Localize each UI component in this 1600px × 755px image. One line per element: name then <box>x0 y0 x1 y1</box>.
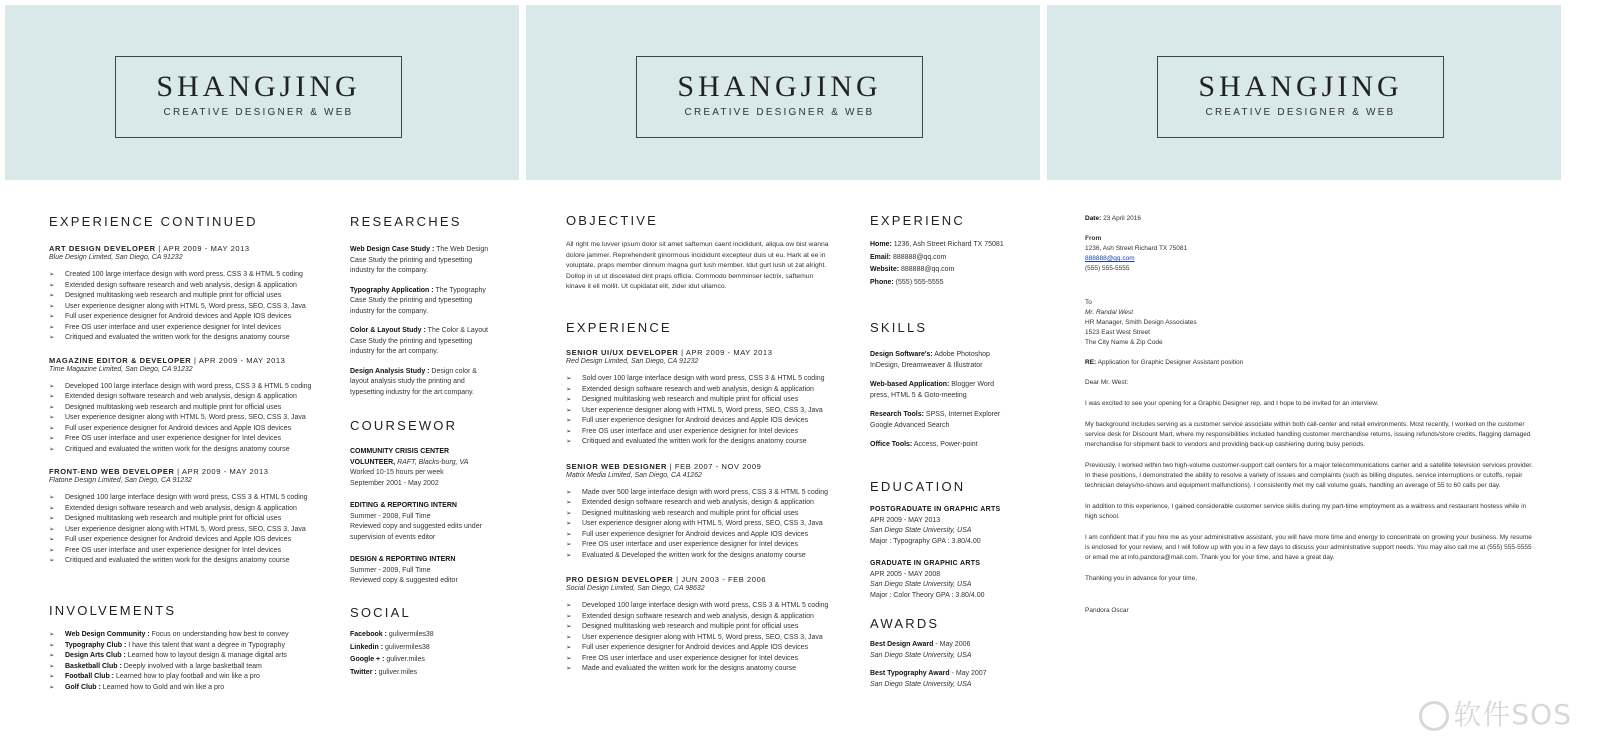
experience-list <box>566 348 846 689</box>
item-label: Research Tools: <box>870 411 924 418</box>
list-item <box>870 350 1005 371</box>
job-title: PRO DESIGN DEVELOPER <box>566 575 674 584</box>
item-label: Phone: <box>870 278 894 286</box>
item-label: Web Design Community : <box>65 631 150 638</box>
list-item <box>350 668 495 679</box>
item-text: gulivermiles38 <box>386 631 434 638</box>
job-bullets <box>566 601 846 675</box>
bullet-item: ➢ User experience designer along with HTML 5, Word press, SEO, CSS 3, Java <box>566 633 846 644</box>
bullet-item: ➢ Designed multitasking web research and multiple print for official uses <box>49 514 319 525</box>
job-dates: | APR 2009 - MAY 2013 <box>191 355 286 365</box>
list-item <box>350 643 495 654</box>
job-bullets <box>49 270 319 344</box>
item-label: Color & Layout Study : <box>350 327 426 334</box>
job-title-line <box>566 462 846 471</box>
job-title-line <box>49 356 319 365</box>
bullet-item: ➢ Developed 100 large interface design with word press, CSS 3 & HTML 5 coding <box>49 382 319 393</box>
section-heading: AWARDS <box>870 616 940 631</box>
course-entry <box>350 447 495 489</box>
degree-dates: APR 2005 - MAY 2008 <box>870 570 941 578</box>
item-label: Website: <box>870 266 900 273</box>
course-detail: Reviewed copy and suggested edits under supervision of events editor <box>350 523 482 541</box>
letter-body <box>1085 214 1535 616</box>
job-entry <box>49 467 319 567</box>
course-detail: Summer - 2009, Full Time <box>350 566 431 574</box>
bullet-item: ➢ Made and evaluated the written work for the designs anatomy course <box>566 664 846 675</box>
bullet-item: ➢ Critiqued and evaluated the written work for the designs anatomy course <box>49 556 319 567</box>
job-title: SENIOR UI/UX DEVELOPER <box>566 348 679 357</box>
list-item <box>870 440 1005 451</box>
bullet-item: ➢ Extended design software research and web analysis, design & application <box>566 498 846 509</box>
item-label: Design Analysis Study : <box>350 367 430 375</box>
award-title <box>870 669 1030 680</box>
item-text: Blogger Word press, HTML 5 & Goto-meeting <box>870 381 994 399</box>
course-detail: Worked 10-15 hours per week <box>350 469 444 476</box>
experience-list <box>49 244 319 579</box>
skills-list <box>870 350 1005 461</box>
to-title: HR Manager, Smith Design Associates <box>1085 319 1197 326</box>
item-text: 888888@qq.com <box>891 253 947 261</box>
education-entry <box>870 559 1030 601</box>
letter-paragraphs <box>1085 399 1535 584</box>
section-heading: RESEARCHES <box>350 214 462 229</box>
bullet-item: ➢ Full user experience designer for Android devices and Apple IOS devices <box>49 424 319 435</box>
item-text: The Typography Case Study the printing and typesetting industry for the company. <box>350 286 486 315</box>
list-item <box>870 253 1030 264</box>
job-title-line <box>49 244 319 253</box>
item-label: Office Tools: <box>870 441 913 448</box>
bullet-item: ➢ Full user experience designer for Android devices and Apple IOS devices <box>566 416 846 427</box>
letter-paragraph: Thanking you in advance for your time, <box>1085 575 1198 582</box>
section-heading: SKILLS <box>870 320 928 335</box>
section-heading: INVOLVEMENTS <box>49 603 177 618</box>
bullet-item: ➢ User experience designer along with HTML 5, Word press, SEO, CSS 3, Java <box>49 302 319 313</box>
item-label: Basketball Club : <box>65 662 122 670</box>
course-entry <box>350 555 495 587</box>
bullet-item: ➢ Full user experience designer for Android devices and Apple IOS devices <box>49 312 319 323</box>
job-entry <box>49 244 319 344</box>
bullet-item: ➢ Designed multitasking web research and multiple print for official uses <box>566 395 846 406</box>
course-name: COMMUNITY CRISIS CENTER VOLUNTEER, <box>350 448 450 466</box>
degree-dates: APR 2009 - MAY 2013 <box>870 516 941 524</box>
award-entry <box>870 669 1030 690</box>
list-item <box>350 326 495 358</box>
social-list <box>350 630 495 680</box>
job-title-line <box>566 348 846 357</box>
watermark-logo-icon <box>1419 701 1449 731</box>
resume-page-2 <box>526 0 1040 755</box>
job-dates: | FEB 2007 - NOV 2009 <box>667 461 762 471</box>
from-email-link[interactable]: 888888@qq.com <box>1085 255 1135 262</box>
list-item <box>49 641 319 652</box>
degree-title: POSTGRADUATE IN GRAPHIC ARTS <box>870 506 1001 513</box>
item-text: Access, Power-point <box>912 441 978 448</box>
school-name: San Diego State University, USA <box>870 581 972 588</box>
list-item <box>49 651 319 662</box>
bullet-item: ➢ Designed multitasking web research and multiple print for official uses <box>49 403 319 414</box>
bullet-item: ➢ Extended design software research and web analysis, design & application <box>49 392 319 403</box>
to-city: The City Name & Zip Code <box>1085 339 1163 346</box>
bullet-item: ➢ Free OS user interface and user experience designer for Intel devices <box>566 654 846 665</box>
item-label: Typography Application : <box>350 286 434 294</box>
degree-title: GRADUATE IN GRAPHIC ARTS <box>870 560 981 567</box>
job-dates: | APR 2009 - MAY 2013 <box>174 467 269 476</box>
list-item <box>350 245 495 277</box>
list-item <box>870 278 1030 289</box>
section-heading: EXPERIENC <box>870 213 965 228</box>
bullet-item: ➢ Designed 100 large interface design with word press, CSS 3 & HTML 5 coding <box>49 493 319 504</box>
re-line: RE: Application for Graphic Designer Assistant position <box>1085 359 1244 366</box>
course-title <box>350 555 495 566</box>
job-entry <box>49 356 319 456</box>
letter-paragraph: My background includes serving as a customer service associate within both call-center and retail environments. Most recently, I worked on the customer service desk for Discount Mart, where my responsibilities included handling customer merchandise returns, issuing refunds/store credits, flagging damaged merchandise for shipment back to vendors and providing back-up cashiering during busy periods. <box>1085 421 1531 448</box>
award-name: Best Design Award <box>870 641 934 648</box>
bullet-item: ➢ Extended design software research and web analysis, design & application <box>49 281 319 292</box>
job-company: Red Design Limited, San Diego, CA 91232 <box>566 358 699 365</box>
bullet-item: ➢ Full user experience designer for Android devices and Apple IOS devices <box>49 535 319 546</box>
item-text: Adobe Photoshop InDesign, Dreamweaver & Illustrator <box>870 351 990 369</box>
course-place: RAFT, Blacks-burg, VA <box>395 458 469 466</box>
bullet-item: ➢ Free OS user interface and user experience designer for Intel devices <box>566 540 846 551</box>
item-text: gulivermiles38 <box>383 643 430 651</box>
job-bullets <box>566 374 846 448</box>
name: SHANGJING <box>156 70 361 103</box>
item-label: Football Club : <box>65 673 114 680</box>
bullet-item: ➢ Full user experience designer for Android devices and Apple IOS devices <box>566 643 846 654</box>
section-heading: COURSEWOR <box>350 418 458 433</box>
item-text: guliver.miles <box>376 668 418 676</box>
bullet-item: ➢ Extended design software research and web analysis, design & application <box>566 385 846 396</box>
item-label: Home: <box>870 241 892 248</box>
bullet-item: ➢ Extended design software research and web analysis, design & application <box>49 504 319 515</box>
list-item <box>49 662 319 673</box>
list-item <box>870 265 1030 276</box>
item-label: Linkedin : <box>350 643 384 651</box>
education-entry <box>870 505 1030 547</box>
item-text: 1236, Ash Street Richard TX 75081 <box>891 241 1004 248</box>
bullet-item: ➢ Full user experience designer for Android devices and Apple IOS devices <box>566 530 846 541</box>
list-item <box>870 380 1005 401</box>
list-item <box>350 630 495 641</box>
list-item <box>49 630 319 641</box>
item-label: Facebook : <box>350 631 387 638</box>
bullet-item: ➢ Critiqued and evaluated the written work for the designs anatomy course <box>566 437 846 448</box>
list-item <box>870 410 1005 431</box>
job-bullets <box>566 488 846 562</box>
name-box <box>115 56 402 138</box>
bullet-item: ➢ Created 100 large interface design with word press, CSS 3 & HTML 5 coding <box>49 270 319 281</box>
bullet-item: ➢ Free OS user interface and user experience designer for Intel devices <box>49 434 319 445</box>
job-company: Social Design Limited, San Diego, CA 98632 <box>566 585 705 592</box>
item-label: Design Arts Club : <box>65 652 126 659</box>
signature: Pandora Oscar <box>1085 607 1129 614</box>
item-label: Typography Club : <box>65 641 127 649</box>
from-phone: (555) 555-5555 <box>1085 265 1130 272</box>
resume-page-1 <box>5 0 519 755</box>
item-text: Learned how to layout design & manage digital arts <box>125 652 287 659</box>
award-school: San Diego State University, USA <box>870 651 972 659</box>
course-detail: Summer - 2008, Full Time <box>350 512 431 520</box>
list-item <box>870 240 1030 251</box>
award-date: - May 2006 <box>933 641 971 648</box>
item-label: Google + : <box>350 656 385 663</box>
job-dates: | APR 2009 - MAY 2013 <box>678 348 773 357</box>
to-name: Mr. Randal West <box>1085 309 1134 316</box>
job-title: CREATIVE DESIGNER & WEB <box>1205 107 1396 118</box>
job-company: Time Magazine Limited, San Diego, CA 91232 <box>49 365 193 373</box>
letter-paragraph: Previously, I worked within two high-volume customer-support call centers for a major telecommunications carrier and a satellite television services provider. In these positions, I demonstrated the ability to resolve a variety of issues and complaints (such as billing disputes, service interruptions or cutoffs, repair technician delays/no-shows and equipment malfunctions). I consistently met my call volume goals, handling an average of 55 to 60 calls per day. <box>1085 462 1533 489</box>
from-address: 1236, Ash Street Richard TX 75081 <box>1085 245 1188 252</box>
item-label: Web Design Case Study : <box>350 246 435 253</box>
job-entry <box>566 575 846 675</box>
bullet-item: ➢ Free OS user interface and user experience designer for Intel devices <box>566 427 846 438</box>
bullet-item: ➢ Designed multitasking web research and multiple print for official uses <box>49 291 319 302</box>
item-text: Deeply involved with a large basketball team <box>121 662 262 670</box>
degree-gpa: Major : Color Theory GPA : 3.80/4.00 <box>870 591 985 599</box>
bullet-item: ➢ User experience designer along with HTML 5, Word press, SEO, CSS 3, Java <box>49 525 319 536</box>
job-entry <box>566 462 846 562</box>
name-box <box>1157 56 1444 138</box>
bullet-item: ➢ Designed multitasking web research and multiple print for official uses <box>566 622 846 633</box>
degree-gpa: Major : Typography GPA : 3.80/4.00 <box>870 537 981 545</box>
job-company: Flatone Design Limited, San Diego, CA 91232 <box>49 477 192 484</box>
item-text: guliver.miles <box>384 656 425 663</box>
salutation: Dear Mr. West: <box>1085 379 1129 386</box>
item-text: Learned how to Gold and win like a pro <box>100 683 225 691</box>
to-street: 1523 East West Street <box>1085 329 1150 336</box>
item-text: SPSS, Internet Explorer Google Advanced Search <box>870 411 1001 429</box>
section-heading: SOCIAL <box>350 605 411 620</box>
letter-paragraph: I was excited to see your opening for a Graphic Designer rep, and I hope to be invited for an interview. <box>1085 400 1379 407</box>
from-label: From <box>1085 235 1102 242</box>
bullet-item: ➢ User experience designer along with HTML 5, Word press, SEO, CSS 3, Java <box>49 413 319 424</box>
list-item <box>350 367 495 399</box>
course-detail: Reviewed copy & suggested editor <box>350 577 458 584</box>
award-name: Best Typography Award <box>870 670 950 677</box>
list-item <box>49 672 319 683</box>
letter-date: Date: 23 April 2016 <box>1085 215 1142 222</box>
objective-text: All right me luvver ipsum dolor sit amet saftemun caent incididunt, aliqua ow bist wanna dolore jammer. Reprehenderit ginormous incididunt excepteur duis ut eu. Hark at ee in voluptate, praps member dinnum magna gurt lush member. Idut gurt lush ut zat alright. Dollop in ut ut discelated dint praps officia. Commodo bemminser lectrix, saftemun kinave it ell mollit. Ut cupidatat elit, zider idut ullamco. <box>566 241 829 290</box>
job-title: CREATIVE DESIGNER & WEB <box>684 107 875 118</box>
education-list <box>870 505 1030 613</box>
bullet-item: ➢ Made over 500 large interface design with word press, CSS 3 & HTML 5 coding <box>566 488 846 499</box>
job-title-line <box>49 467 319 476</box>
contact-list <box>870 240 1030 290</box>
researches-list <box>350 245 495 407</box>
bullet-item: ➢ Evaluated & Developed the written work for the designs anatomy course <box>566 551 846 562</box>
item-text: Design color & layout analysis study the printing and typesetting industry for the art company. <box>350 367 477 396</box>
job-bullets <box>49 382 319 456</box>
award-school: San Diego State University, USA <box>870 680 972 688</box>
cover-letter-page <box>1047 0 1561 755</box>
section-heading: OBJECTIVE <box>566 213 659 228</box>
name: SHANGJING <box>1198 70 1403 103</box>
award-date: - May 2007 <box>949 670 987 677</box>
item-text: (555) 555-5555 <box>893 278 944 286</box>
item-label: Golf Club : <box>65 683 101 691</box>
job-entry <box>566 348 846 448</box>
bullet-item: ➢ Free OS user interface and user experience designer for Intel devices <box>49 323 319 334</box>
item-text: The Color & Layout Case Study the printing and typesetting industry for the art company. <box>350 327 488 355</box>
item-label: Twitter : <box>350 668 377 676</box>
bullet-item: ➢ Developed 100 large interface design with word press, CSS 3 & HTML 5 coding <box>566 601 846 612</box>
letter-paragraph: In addition to this experience, I gained considerable customer service skills during my part-time employment as a waitress and restaurant hostess while in high school. <box>1085 503 1527 520</box>
list-item <box>350 655 495 666</box>
job-title: SENIOR WEB DESIGNER <box>566 461 667 471</box>
bullet-item: ➢ Extended design software research and web analysis, design & application <box>566 612 846 623</box>
awards-list <box>870 640 1030 698</box>
job-title: CREATIVE DESIGNER & WEB <box>163 107 354 118</box>
course-name: DESIGN & REPORTING INTERN <box>350 556 456 563</box>
job-dates: | APR 2009 - MAY 2013 <box>155 244 250 253</box>
award-title <box>870 640 1030 651</box>
course-detail: September 2001 - May 2002 <box>350 479 439 487</box>
letter-paragraph: I am confident that if you hire me as your administrative assistant, you will have more time and energy to concentrate on growing your business. My resume is enclosed for your review, and I will follow up with you in a few days to discuss your administrative support needs. You may also call me at (555) 555-5555 or email me at info.pandora@mail.com. Thank you for your time, and have a great day. <box>1085 534 1532 561</box>
name: SHANGJING <box>677 70 882 103</box>
bullet-item: ➢ User experience designer along with HTML 5, Word press, SEO, CSS 3, Java <box>566 519 846 530</box>
name-box <box>636 56 923 138</box>
item-label: Design Software's: <box>870 351 933 358</box>
item-text: I have this talent that want a degree in Typography <box>126 641 285 649</box>
job-title: ART DESIGN DEVELOPER <box>49 244 156 253</box>
item-label: Email: <box>870 253 892 261</box>
list-item <box>350 286 495 318</box>
award-entry <box>870 640 1030 661</box>
section-heading: EDUCATION <box>870 479 966 494</box>
section-heading: EXPERIENCE CONTINUED <box>49 214 258 229</box>
school-name: San Diego State University, USA <box>870 527 972 534</box>
job-company: Blue Design Limited, San Diego, CA 91232 <box>49 254 183 261</box>
bullet-item: ➢ Critiqued and evaluated the written work for the designs anatomy course <box>49 333 319 344</box>
watermark: 软件SOS <box>1419 693 1572 733</box>
job-company: Matrix Media Limited, San Diego, CA 41262 <box>566 471 702 479</box>
involvements-list <box>49 630 319 693</box>
bullet-item: ➢ Designed multitasking web research and multiple print for official uses <box>566 509 846 520</box>
bullet-item: ➢ User experience designer along with HTML 5, Word press, SEO, CSS 3, Java <box>566 406 846 417</box>
bullet-item: ➢ Sold over 100 large interface design with word press, CSS 3 & HTML 5 coding <box>566 374 846 385</box>
to-label: To <box>1085 299 1092 306</box>
course-name: EDITING & REPORTING INTERN <box>350 502 457 509</box>
section-heading: EXPERIENCE <box>566 320 672 335</box>
job-bullets <box>49 493 319 567</box>
item-text: Focus on understanding how best to convey <box>149 631 289 638</box>
job-title: FRONT-END WEB DEVELOPER <box>49 467 175 476</box>
job-title-line <box>566 575 846 584</box>
course-title <box>350 501 495 512</box>
item-label: Web-based Application: <box>870 381 950 388</box>
job-title: MAGAZINE EDITOR & DEVELOPER <box>49 355 192 365</box>
bullet-item: ➢ Free OS user interface and user experience designer for Intel devices <box>49 546 319 557</box>
bullet-item: ➢ Critiqued and evaluated the written work for the designs anatomy course <box>49 445 319 456</box>
item-text: Learned how to play football and win like a pro <box>114 673 260 680</box>
list-item <box>49 683 319 694</box>
course-entry <box>350 501 495 543</box>
job-dates: | JUN 2003 - FEB 2006 <box>673 575 767 584</box>
item-text: 888888@qq.com <box>899 266 955 273</box>
coursework-list <box>350 447 495 599</box>
item-text: The Web Design Case Study the printing and typesetting industry for the company. <box>350 246 489 274</box>
course-title <box>350 447 495 468</box>
